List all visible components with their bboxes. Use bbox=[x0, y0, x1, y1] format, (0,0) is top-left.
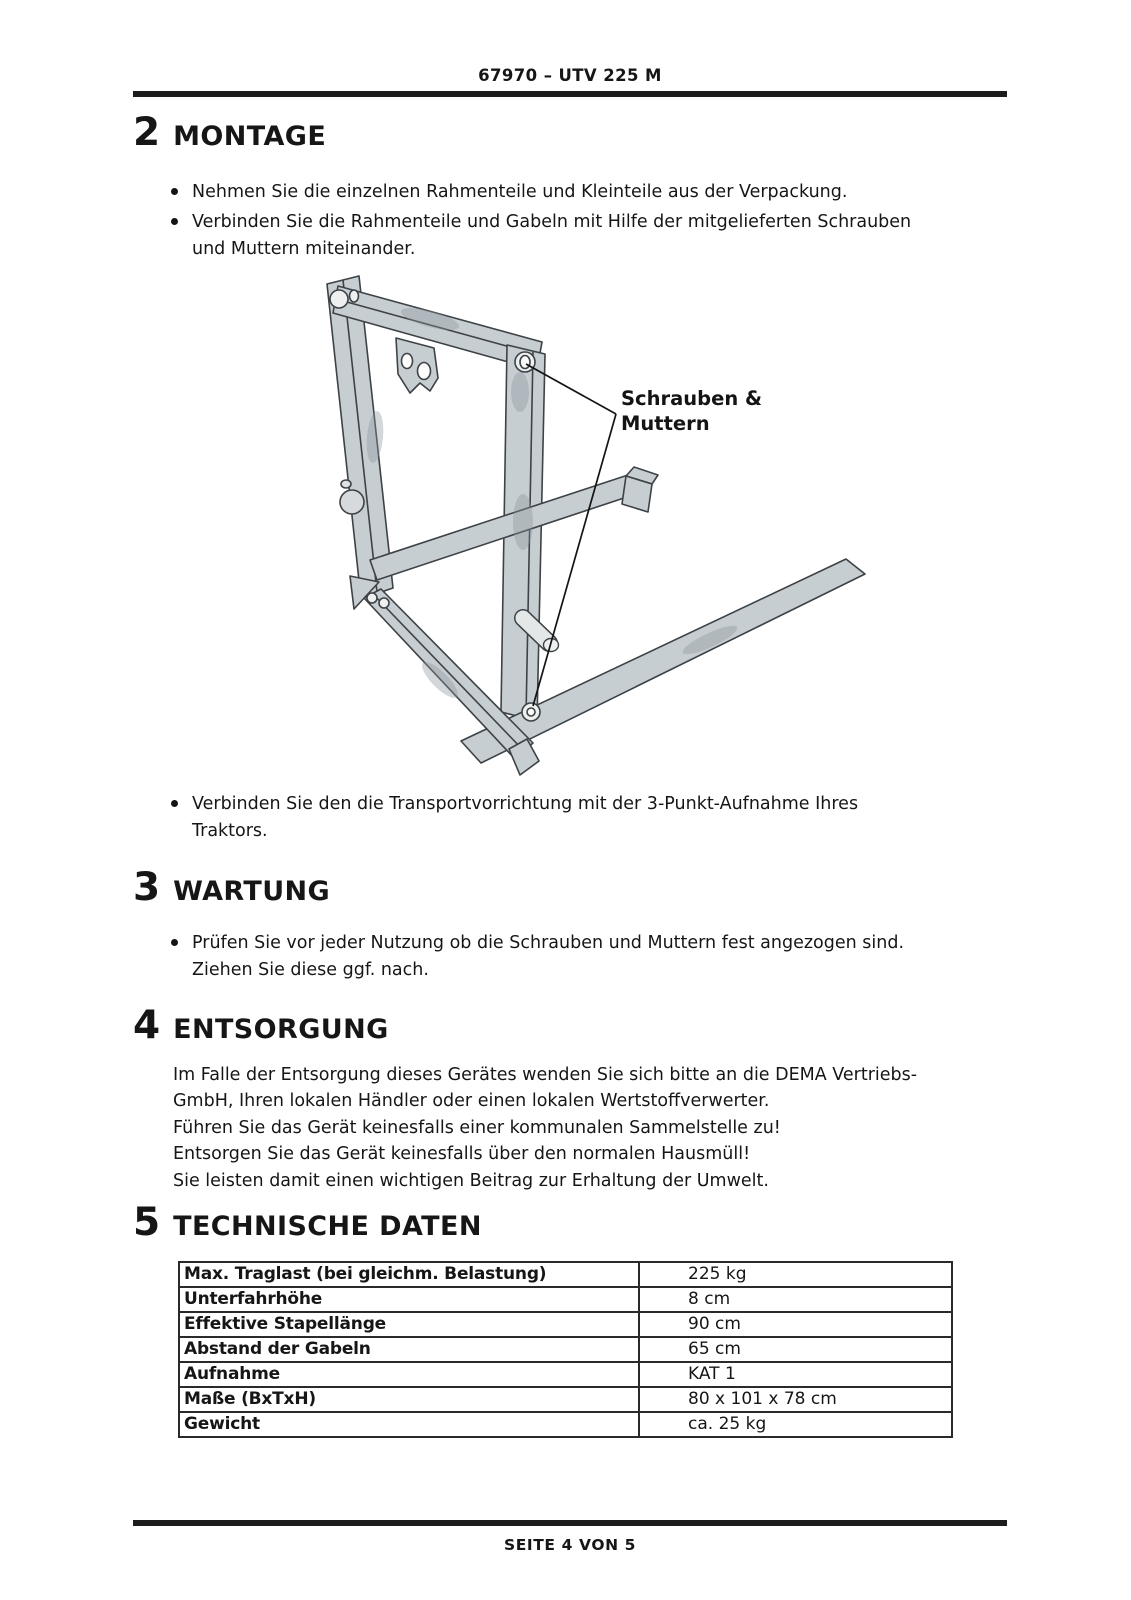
spec-label: Effektive Stapellänge bbox=[179, 1312, 639, 1337]
spec-value: 225 kg bbox=[639, 1262, 952, 1287]
table-row bbox=[179, 1312, 952, 1337]
spec-label: Unterfahrhöhe bbox=[179, 1287, 639, 1312]
table-row bbox=[179, 1412, 952, 1437]
paragraph-line: GmbH, Ihren lokalen Händler oder einen lokalen Wertstoffverwerter. bbox=[173, 1091, 770, 1112]
table-row bbox=[179, 1262, 952, 1287]
bullet-text-line: und Muttern miteinander. bbox=[192, 238, 416, 259]
paragraph-line: Sie leisten damit einen wichtigen Beitrag zur Erhaltung der Umwelt. bbox=[173, 1170, 769, 1191]
table-row bbox=[179, 1387, 952, 1412]
spec-value: 80 x 101 x 78 cm bbox=[639, 1387, 952, 1412]
table-row bbox=[179, 1337, 952, 1362]
bullet-text-line: Traktors. bbox=[192, 820, 268, 841]
section-number: 3 bbox=[133, 865, 161, 910]
spec-value: 65 cm bbox=[639, 1337, 952, 1362]
callout-label-line1: Schrauben & bbox=[621, 387, 763, 410]
spec-label: Aufnahme bbox=[179, 1362, 639, 1387]
table-row bbox=[179, 1287, 952, 1312]
top-left-bolt bbox=[330, 290, 348, 308]
section-number: 4 bbox=[133, 1003, 161, 1048]
header-rule bbox=[133, 91, 1007, 97]
section-heading-montage bbox=[133, 110, 327, 155]
bullet-text-line: Ziehen Sie diese ggf. nach. bbox=[192, 959, 429, 980]
section-number: 2 bbox=[133, 110, 161, 155]
entsorgung-paragraph bbox=[173, 1062, 1013, 1194]
page-footer-indicator: SEITE 4 VON 5 bbox=[503, 1536, 637, 1554]
bullet-dot bbox=[171, 218, 178, 225]
section-heading-technische-daten bbox=[133, 1200, 482, 1245]
section-title: ENTSORGUNG bbox=[173, 1014, 389, 1045]
paragraph-line: Führen Sie das Gerät keinesfalls einer kommunalen Sammelstelle zu! bbox=[173, 1117, 781, 1138]
section-number: 5 bbox=[133, 1200, 161, 1245]
spec-label: Gewicht bbox=[179, 1412, 639, 1437]
spec-value: 8 cm bbox=[639, 1287, 952, 1312]
page-header-title: 67970 – UTV 225 M bbox=[478, 66, 662, 85]
spec-label: Abstand der Gabeln bbox=[179, 1337, 639, 1362]
technical-data-table bbox=[178, 1261, 953, 1438]
bullet-text-line: Verbinden Sie den die Transportvorrichtung mit der 3-Punkt-Aufnahme Ihres bbox=[192, 794, 859, 814]
section-title: TECHNISCHE DATEN bbox=[173, 1211, 482, 1242]
montage-bullet-3 bbox=[171, 791, 1001, 844]
spec-value: 90 cm bbox=[639, 1312, 952, 1337]
section-title: WARTUNG bbox=[173, 876, 331, 907]
montage-bullet-1 bbox=[171, 179, 1001, 206]
section-heading-entsorgung bbox=[133, 1003, 389, 1048]
bullet-text-line: Prüfen Sie vor jeder Nutzung ob die Schrauben und Muttern fest angezogen sind. bbox=[192, 933, 905, 953]
callout-label-line2: Muttern bbox=[621, 412, 710, 435]
frame-drawing bbox=[327, 276, 865, 775]
table-row bbox=[179, 1362, 952, 1387]
spec-value: ca. 25 kg bbox=[639, 1412, 952, 1437]
bullet-dot bbox=[171, 800, 178, 807]
spec-label: Max. Traglast (bei gleichm. Belastung) bbox=[179, 1262, 639, 1287]
bullet-dot bbox=[171, 939, 178, 946]
bullet-text-line: Nehmen Sie die einzelnen Rahmenteile und Kleinteile aus der Verpackung. bbox=[192, 182, 848, 202]
wartung-bullet-1 bbox=[171, 930, 1001, 983]
section-title: MONTAGE bbox=[173, 121, 327, 152]
spec-value: KAT 1 bbox=[639, 1362, 952, 1387]
bullet-dot bbox=[171, 188, 178, 195]
bullet-text-line: Verbinden Sie die Rahmenteile und Gabeln mit Hilfe der mitgelieferten Schrauben bbox=[192, 212, 912, 232]
paragraph-line: Im Falle der Entsorgung dieses Gerätes wenden Sie sich bitte an die DEMA Vertriebs- bbox=[173, 1065, 918, 1085]
figure-assembly-illustration bbox=[280, 262, 880, 782]
montage-bullet-2 bbox=[171, 209, 1001, 262]
section-heading-wartung bbox=[133, 865, 331, 910]
footer-rule bbox=[133, 1520, 1007, 1526]
spec-label: Maße (BxTxH) bbox=[179, 1387, 639, 1412]
left-pin bbox=[340, 490, 364, 514]
paragraph-line: Entsorgen Sie das Gerät keinesfalls über den normalen Hausmüll! bbox=[173, 1144, 751, 1165]
